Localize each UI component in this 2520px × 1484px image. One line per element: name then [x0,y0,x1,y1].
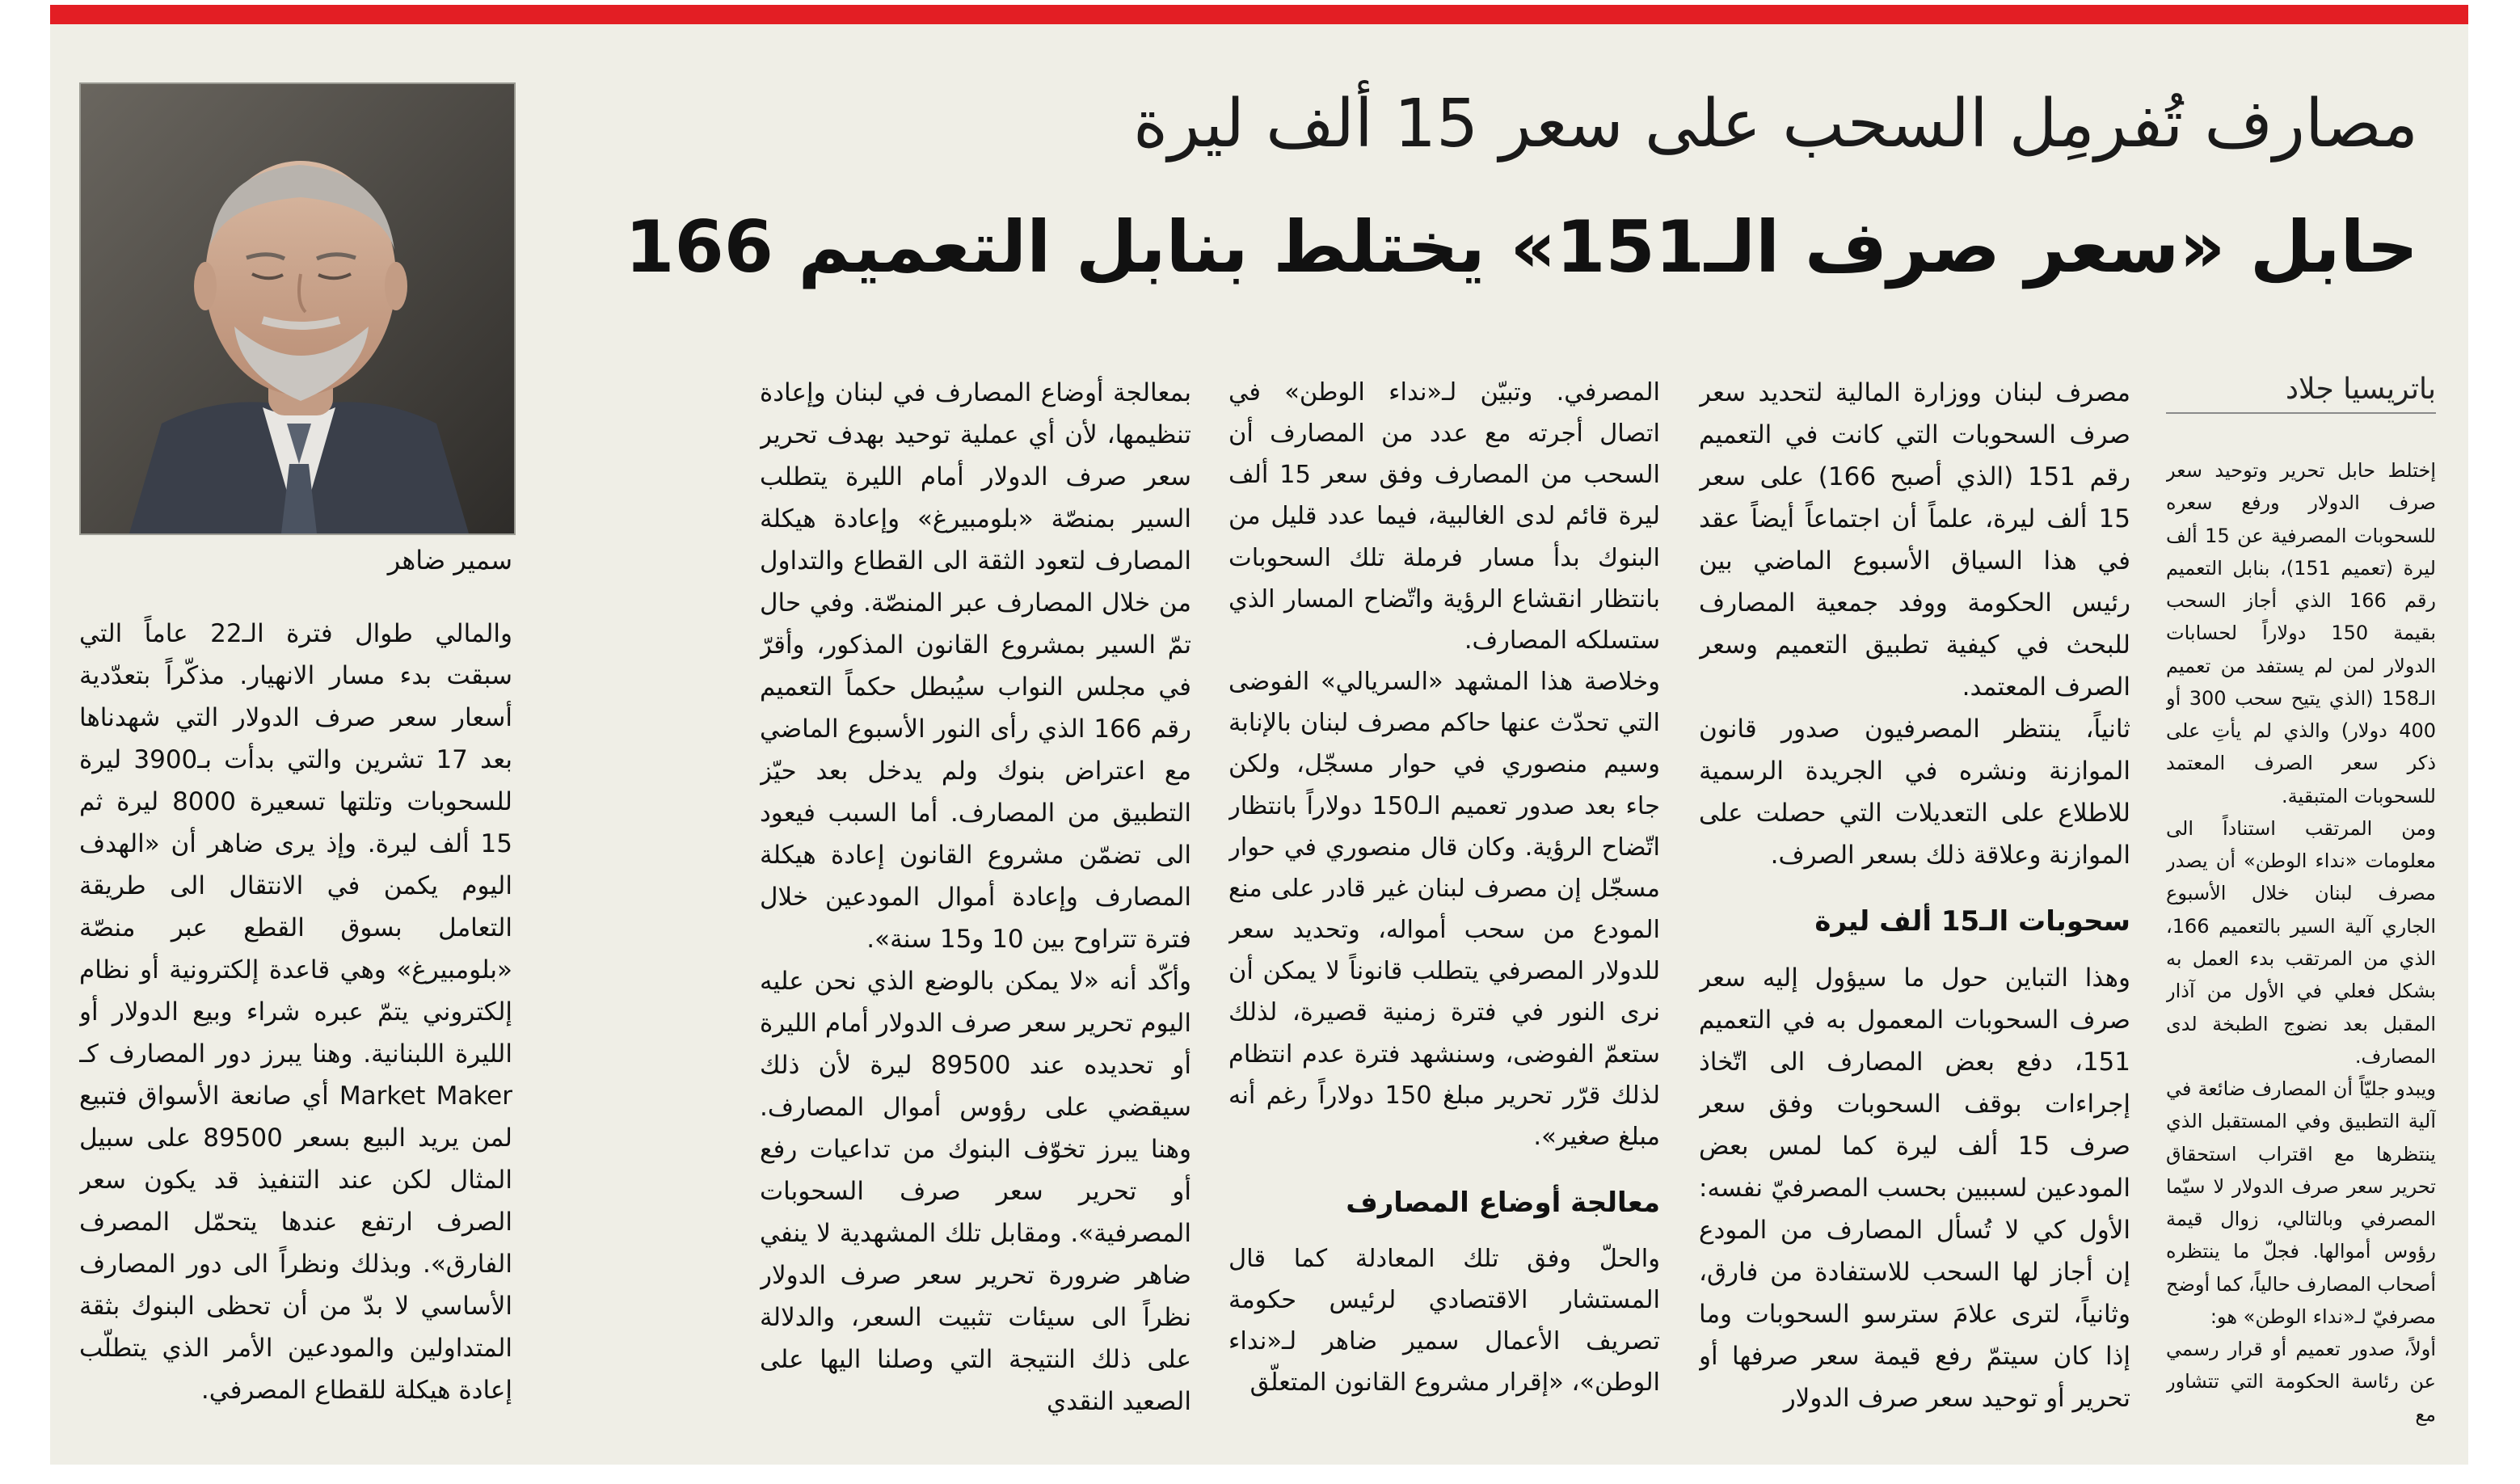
top-red-bar [50,5,2468,24]
byline: باتريسيا جلاد [2166,370,2436,414]
article-column-1 [2166,454,2436,1440]
paragraph: ومن المرتقب استناداً الى معلومات «نداء الوطن» أن يصدر مصرف لبنان خلال الأسبوع الجاري آلية السير بالتعميم 166، الذي من المرتقب بدء العمل به بشكل فعلي في الأول من آذار المقبل بعد نضوج الطبخة لدى المصارف. [2166,816,2436,1068]
paragraph: ثانياً، ينتظر المصرفيون صدور قانون الموازنة ونشره في الجريدة الرسمية للاطلاع على التعديلات التي حصلت على الموازنة وعلاقة ذلك بسعر الصرف. [1699,715,2130,870]
paragraph: وأكّد أنه «لا يمكن بالوضع الذي نحن عليه اليوم تحرير سعر صرف الدولار أمام الليرة أو تحديده عند 89500 ليرة لأن ذلك سيقضي على رؤوس أموال المصارف. وهنا يبرز تخوّف البنوك من تداعيات رفع أو تحرير سعر صرف السحوبات المصرفية». ومقابل تلك المشهدية لا ينفي ضاهر ضرورة تحرير سعر صرف الدولار نظراً الى سيئات تثبيت السعر، والدلالة على ذلك النتيجة التي وصلنا اليها على الصعيد النقدي [760,967,1191,1416]
paragraph: إختلط حابل تحرير وتوحيد سعر صرف الدولار ورفع سعره للسحوبات المصرفية عن 15 ألف ليرة (تعميم 151)، بنابل التعميم رقم 166 الذي أجاز السحب بقيمة 150 دولاراً لحسابات الدولار لمن لم يستفد من تعميم الـ158 (الذي يتيح سحب 300 أو 400 دولار) والذي لم يأتِ على ذكر سعر الصرف المعتمد للسحوبات المتبقية. [2166,459,2436,807]
photo-caption: سمير ضاهر [387,545,512,575]
paragraph: وهذا التباين حول ما سيؤول إليه سعر صرف السحوبات المعمول به في التعميم 151، دفع بعض المصارف الى اتّخاذ إجراءات بوقف السحوبات وفق سعر صرف 15 ألف ليرة كما لمس بعض المودعين لسببين بحسب المصرفيّ نفسه: الأول كي لا تُسأل المصارف من المودع إن أجاز لها السحب للاستفادة من فارق، وثانياً، لترى علامَ سترسو السحوبات وما إذا كان سيتمّ رفع قيمة سعر صرفها أو تحرير أو توحيد سعر صرف الدولار [1699,963,2130,1413]
article-column-4 [760,372,1191,1439]
subhead: سحوبات الـ15 ألف ليرة [1814,905,2130,938]
article-column-2 [1699,372,2130,1439]
paragraph: مصرف لبنان ووزارة المالية لتحديد سعر صرف السحوبات التي كانت في التعميم رقم 151 (الذي أصبح 166) على سعر 15 ألف ليرة، علماً أن اجتماعاً أيضاً عقد في هذا السياق الأسبوع الماضي بين رئيس الحكومة ووفد جمعية المصارف للبحث في كيفية تطبيق التعميم وسعر الصرف المعتمد. [1699,378,2130,702]
portrait-photo [79,82,516,535]
paragraph: المصرفي. وتبيّن لـ«نداء الوطن» في اتصال أجرته مع عدد من المصارف أن السحب من المصارف وفق سعر 15 ألف ليرة قائم لدى الغالبية، فيما عدد قليل من البنوك بدأ مسار فرملة تلك السحوبات بانتظار انقشاع الرؤية واتّضاح المسار الذي ستسلكه المصارف. [1228,378,1660,655]
article-kicker: مصارف تُفرمِل السحب على سعر 15 ألف ليرة [1133,86,2418,162]
newspaper-page [50,5,2468,1465]
article-column-5 [79,613,512,1445]
paragraph: والمالي طوال فترة الـ22 عاماً التي سبقت بدء مسار الانهيار. مذكّراً بتعدّدية أسعار سعر صرف الدولار التي شهدناها بعد 17 تشرين والتي بدأت بـ3900 ليرة للسحوبات وتلتها تسعيرة 8000 ليرة ثم 15 ألف ليرة. وإذ يرى ضاهر أن «الهدف اليوم يكمن في الانتقال الى طريقة التعامل بسوق القطع عبر منصّة «بلومبيرغ» وهي قاعدة إلكترونية أو نظام إلكتروني يتمّ عبره شراء وبيع الدولار أو الليرة اللبنانية. وهنا يبرز دور المصارف كـ Market Maker أي صانعة الأسواق فتبيع لمن يريد البيع بسعر 89500 على سبيل المثال لكن عند التنفيذ قد يكون سعر الصرف ارتفع عندها يتحمّل المصرف الفارق». وبذلك ونظراً الى دور المصارف الأساسي لا بدّ من أن تحظى البنوك بثقة المتداولين والمودعين الأمر الذي يتطلّب إعادة هيكلة للقطاع المصرفي. [79,619,512,1405]
article-column-3 [1228,372,1660,1439]
paragraph: وخلاصة هذا المشهد «السريالي» الفوضى التي تحدّث عنها حاكم مصرف لبنان بالإنابة وسيم منصوري في حوار مسجّل، ولكن جاء بعد صدور تعميم الـ150 دولاراً بانتظار اتّضاح الرؤية. وكان قال منصوري في حوار مسجّل إن مصرف لبنان غير قادر على منع المودع من سحب أمواله، وتحديد سعر للدولار المصرفي يتطلب قانوناً لا يمكن أن نرى النور في فترة زمنية قصيرة، لذلك ستعمّ الفوضى، وسنشهد فترة عدم انتظام لذلك قرّر تحرير مبلغ 150 دولاراً رغم أنه مبلغ صغير». [1228,668,1660,1151]
article-headline: حابل «سعر صرف الـ151» يختلط بنابل التعميم 166 [625,205,2418,289]
subhead: معالجة أوضاع المصارف [1346,1186,1660,1219]
paragraph: والحلّ وفق تلك المعادلة كما قال المستشار الاقتصادي لرئيس حكومة تصريف الأعمال سمير ضاهر لـ«نداء الوطن»، «إقرار مشروع القانون المتعلّق [1228,1244,1660,1398]
paragraph: أولاً، صدور تعميم أو قرار رسمي عن رئاسة الحكومة التي تتشاور مع [2166,1338,2436,1426]
portrait-illustration [81,84,514,533]
paragraph: بمعالجة أوضاع المصارف في لبنان وإعادة تنظيمها، لأن أي عملية توحيد بهدف تحرير سعر صرف الدولار أمام الليرة يتطلب السير بمنصّة «بلومبيرغ» وإعادة هيكلة المصارف لتعود الثقة الى القطاع والتداول من خلال المصارف عبر المنصّة. وفي حال تمّ السير بمشروع القانون المذكور، وأقرّ في مجلس النواب سيُبطل حكماً التعميم رقم 166 الذي رأى النور الأسبوع الماضي مع اعتراض بنوك ولم يدخل بعد حيّز التطبيق من المصارف. أما السبب فيعود الى تضمّن مشروع القانون إعادة هيكلة المصارف وإعادة أموال المودعين خلال فترة تتراوح بين 10 و15 سنة». [760,378,1191,954]
paragraph: ويبدو جليّاً أن المصارف ضائعة في آلية التطبيق وفي المستقبل الذي ينتظرها مع اقتراب استحقاق تحرير سعر صرف الدولار لا سيّما المصرفي وبالتالي، زوال قيمة رؤوس أموالها. فجلّ ما ينتظره أصحاب المصارف حالياً، كما أوضح مصرفيّ لـ«نداء الوطن» هو: [2166,1077,2436,1328]
